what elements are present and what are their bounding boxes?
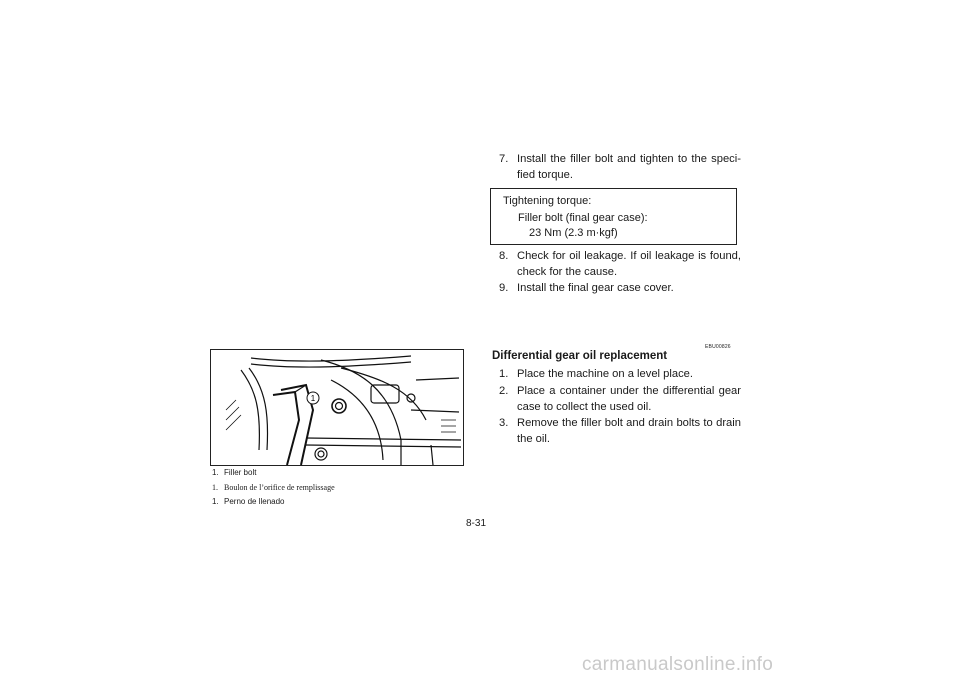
footer-watermark: carmanualsonline.info: [582, 654, 774, 675]
callout-number: 1: [310, 394, 316, 403]
step-8: 8. Check for oil leakage. If oil leakage is found, check for the cause.: [499, 250, 741, 278]
torque-label: Tightening torque:: [503, 195, 592, 207]
callout-marker: [307, 392, 319, 404]
torque-value: 23 Nm (2.3 m·kgf): [529, 227, 618, 239]
section-code: EBU00826: [705, 344, 731, 350]
caption-spanish: 1. Perno de llenado: [212, 497, 285, 506]
section-step-1: 1. Place the machine on a level place.: [499, 368, 694, 380]
engine-drawing: [211, 350, 463, 465]
step-9: 9. Install the final gear case cover.: [499, 282, 674, 294]
section-step-2: 2. Place a container under the differential gear case to collect the used oil.: [499, 385, 741, 413]
filler-bolt-illustration: [210, 349, 464, 466]
caption-english: 1. Filler bolt: [212, 468, 257, 477]
caption-french: 1. Boulon de l’orifice de remplissage: [212, 483, 335, 492]
torque-item: Filler bolt (final gear case):: [518, 212, 648, 224]
torque-spec-box: [490, 188, 737, 245]
section-step-3: 3. Remove the filler bolt and drain bolts to drain the oil.: [499, 417, 741, 445]
section-heading: Differential gear oil replacement: [492, 350, 668, 362]
step-7: 7. Install the filler bolt and tighten to the speci-fied torque.: [499, 153, 741, 181]
page-number: 8-31: [466, 518, 487, 529]
